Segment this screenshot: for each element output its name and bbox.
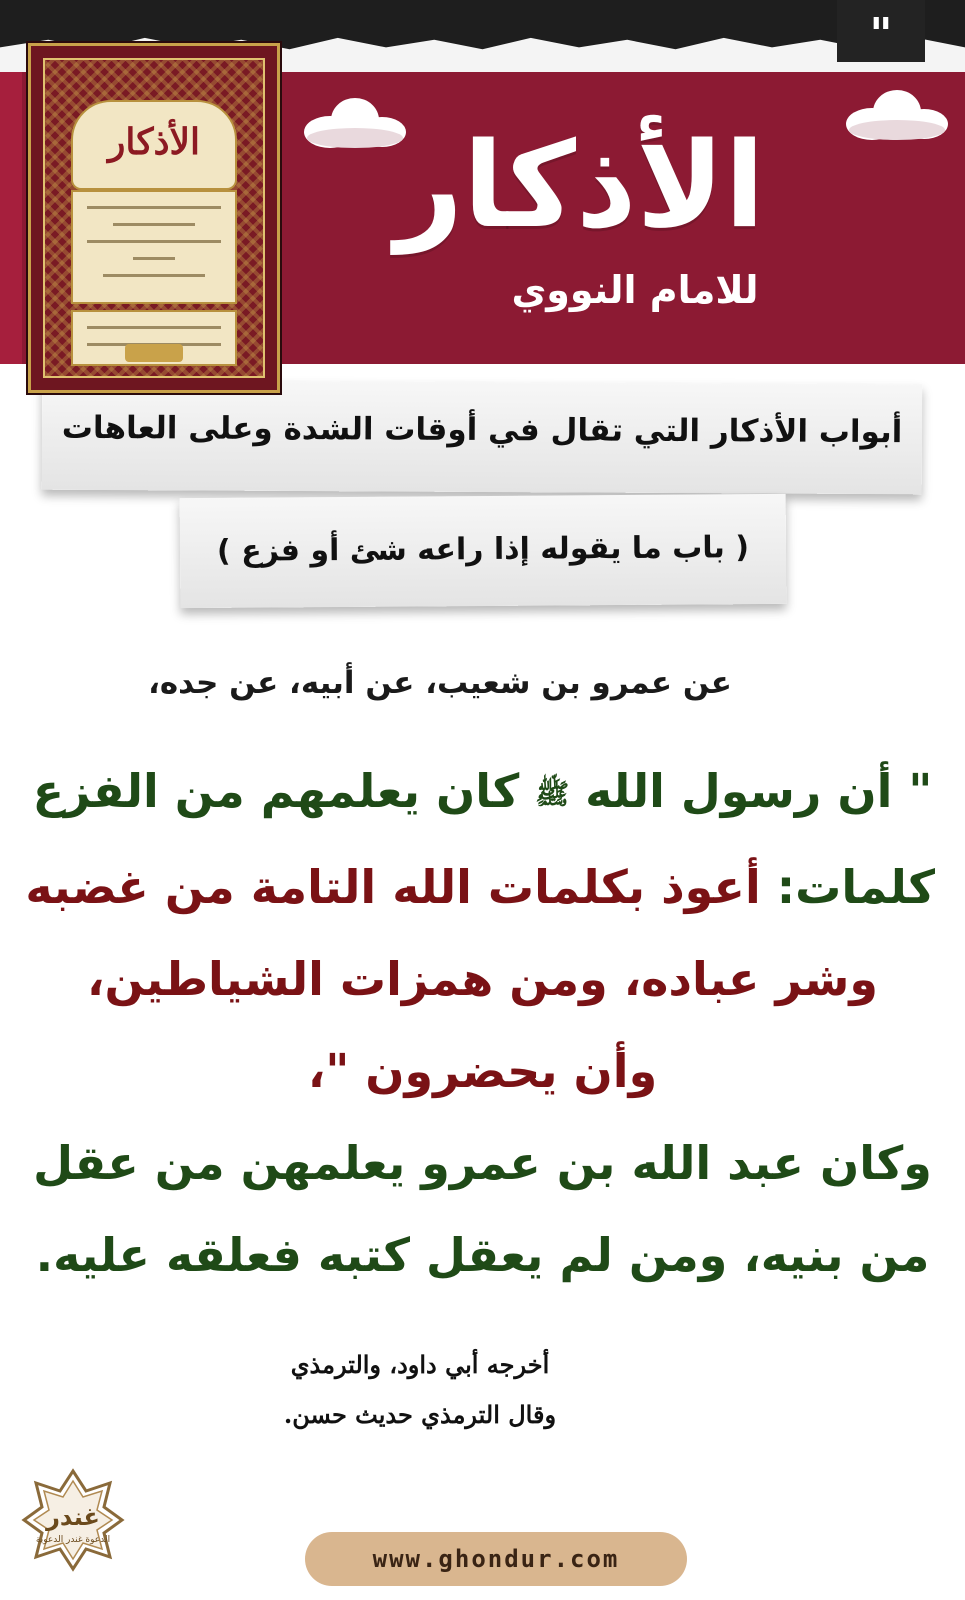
logo-text: غندر (46, 1503, 100, 1531)
book-cover-image (28, 43, 280, 393)
page-subtitle: للامام النووي (511, 268, 759, 312)
hadith-line-1: " أن رسول الله ﷺ كان يعلمهم من الفزع (32, 764, 933, 818)
book-author-plate (71, 190, 237, 304)
hadith-line-2: كلمات: أعوذ بكلمات الله التامة من غضبه (25, 859, 935, 914)
book-ornament (43, 58, 265, 378)
chapter-text: ( باب ما يقوله إذا راعه شئ أو فزع ) (216, 530, 750, 569)
book-title-plate (71, 100, 237, 190)
quote-badge: " (837, 0, 925, 62)
hadith-text (25, 745, 935, 1301)
source-line-2: وقال الترمذي حديث حسن. (283, 1400, 557, 1429)
chapter-label (180, 494, 787, 608)
hadith-line-4: وأن يحضرون "، (307, 1043, 658, 1098)
chapter-group-label (42, 380, 923, 495)
hadith-line-3: وشر عباده، ومن همزات الشياطين، (87, 951, 878, 1006)
hadith-line-5: وكان عبد الله بن عمرو يعلمهن من عقل (33, 1135, 932, 1190)
hadith-source (200, 1340, 640, 1440)
book-title: الأذكار (107, 121, 201, 163)
hadith-isnad: عن عمرو بن شعيب، عن أبيه، عن جده، (148, 665, 732, 701)
hadith-line-6: من بنيه، ومن لم يعقل كتبه فعلقه عليه. (35, 1227, 930, 1282)
page-title: الأذكار (395, 116, 765, 254)
chapter-group-text: أبواب الأذكار التي تقال في أوقات الشدة وعلى العاهات (61, 409, 903, 451)
book-publisher-plate (125, 344, 183, 362)
ghondur-logo (20, 1467, 126, 1573)
logo-caption: الدعوة غندر الدعوية (35, 1535, 111, 1545)
salla-glyph: ﷺ (535, 777, 570, 811)
source-line-1: أخرجه أبي داود، والترمذي (290, 1350, 550, 1379)
banner-accent (0, 72, 22, 364)
website-link[interactable]: www.ghondur.com (305, 1532, 687, 1586)
